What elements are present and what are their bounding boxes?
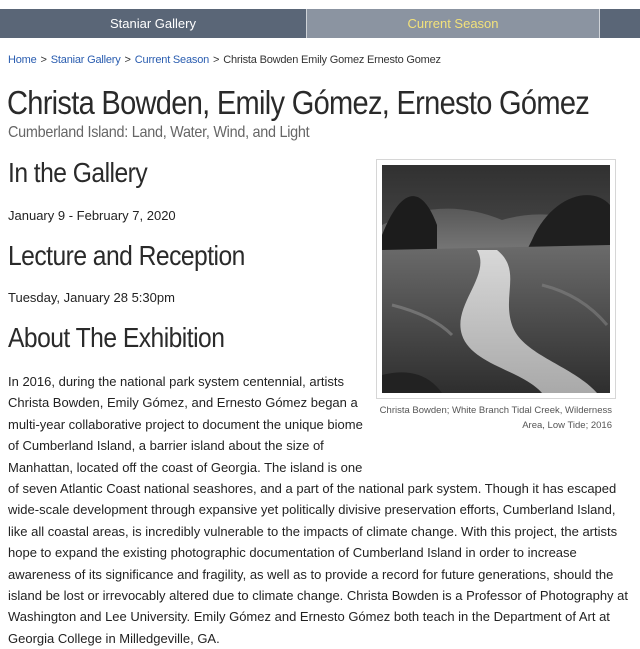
page-subtitle: Cumberland Island: Land, Water, Wind, and Light bbox=[8, 124, 310, 141]
tab-staniar-gallery[interactable]: Staniar Gallery bbox=[0, 9, 306, 38]
breadcrumb-separator: > bbox=[213, 54, 220, 66]
exhibition-photo-frame[interactable] bbox=[376, 159, 616, 399]
breadcrumb-separator: > bbox=[124, 54, 131, 66]
lecture-heading: Lecture and Reception bbox=[8, 240, 245, 271]
exhibition-description bbox=[8, 371, 634, 649]
tab-current-season[interactable]: Current Season bbox=[306, 9, 599, 38]
tidal-creek-photo[interactable] bbox=[382, 165, 610, 393]
gallery-dates: January 9 - February 7, 2020 bbox=[8, 208, 176, 223]
photo-caption: Christa Bowden; White Branch Tidal Creek, Wilderness Area, Low Tide; 2016 bbox=[379, 405, 612, 431]
float-spacer bbox=[370, 371, 634, 457]
top-navigation bbox=[0, 9, 640, 38]
breadcrumb-season-link[interactable]: Current Season bbox=[134, 54, 210, 66]
about-heading: About The Exhibition bbox=[8, 322, 225, 353]
tab-more[interactable] bbox=[599, 9, 640, 38]
breadcrumb-separator: > bbox=[40, 54, 47, 66]
breadcrumb-home-link[interactable]: Home bbox=[8, 54, 37, 66]
lecture-datetime: Tuesday, January 28 5:30pm bbox=[8, 290, 175, 305]
breadcrumb bbox=[8, 54, 441, 66]
in-the-gallery-heading: In the Gallery bbox=[8, 157, 148, 188]
breadcrumb-gallery-link[interactable]: Staniar Gallery bbox=[50, 54, 121, 66]
breadcrumb-current: Christa Bowden Emily Gomez Ernesto Gomez bbox=[223, 54, 441, 66]
page-title: Christa Bowden, Emily Gómez, Ernesto Gómez bbox=[7, 84, 590, 121]
exhibition-description-text: In 2016, during the national park system centennial, artists Christa Bowden, Emily Gómez, and Ernesto Gómez began a multi-year collaborative project to document the unique biome of Cumberland Island, a barrier island about the size of Manhattan, located off the coast of Georgia. The island is one of seven Atlantic Coast national seashores, and a part of the national park system. Though it has escaped wide-scale development through expansive yet politically divisive preservation efforts, Cumberland Island, like all coastal areas, is incredibly vulnerable to the impacts of climate change. With this project, the artists hope to expand the existing photographic documentation of Cumberland Island in order to increase awareness of its significance and fragility, as well as to provide a record for future generations, should the island be lost or irrevocably altered due to climate change. Christa Bowden is a Professor of Photography at Washington and Lee University. Emily Gómez and Ernesto Gómez both teach in the Department of Art at Georgia College in Milledgeville, GA. bbox=[8, 374, 629, 646]
